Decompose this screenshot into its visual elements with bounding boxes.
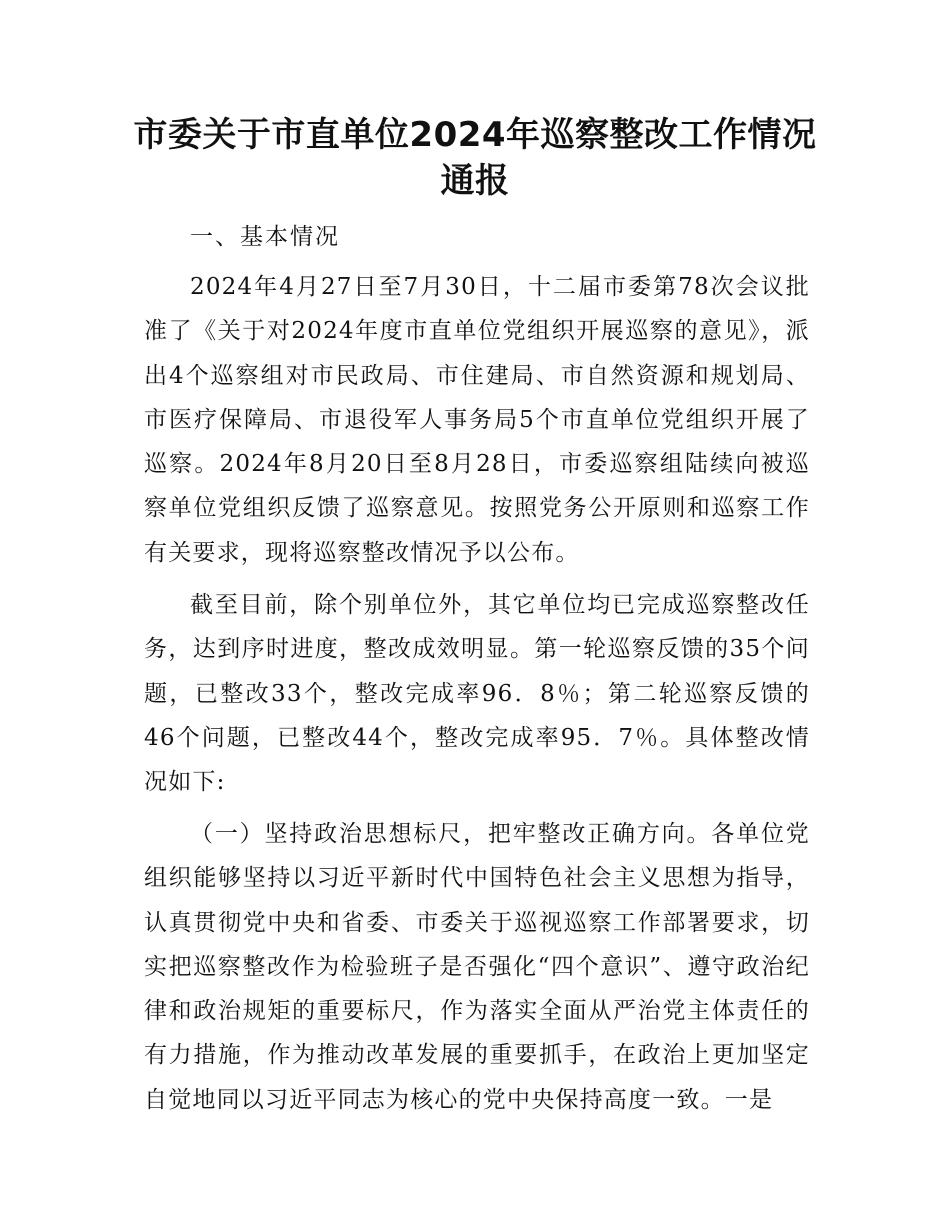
paragraph-political-standard: （一）坚持政治思想标尺，把牢整改正确方向。各单位党组织能够坚持以习近平新时代中国特色社会主义思想为指导，认真贯彻党中央和省委、市委关于巡视巡察工作部署要求，切实把巡察整改作为检验班子是否强化“四个意识”、遵守政治纪律和政治规矩的重要标尺，作为落实全面从严治党主体责任的有力措施，作为推动改革发展的重要抓手，在政治上更加坚定自觉地同以习近平同志为核心的党中央保持高度一致。一是: [144, 821, 810, 1113]
section-heading: 一、基本情况: [190, 224, 340, 250]
document-title: 市委关于市直单位2024年巡察整改工作情况通报: [133, 115, 817, 201]
paragraph-basic-situation: 2024年4月27日至7月30日，十二届市委第78次会议批准了《关于对2024年度市直单位党组织开展巡察的意见》，派出4个巡察组对市民政局、市住建局、市自然资源和规划局、市医疗保障局、市退役军人事务局5个市直单位党组织开展了巡察。2024年8月20日至8月28日，市委巡察组陆续向被巡察单位党组织反馈了巡察意见。按照党务公开原则和巡察工作有关要求，现将巡察整改情况予以公布。: [144, 274, 810, 566]
paragraph-rectification-progress: 截至目前，除个别单位外，其它单位均已完成巡察整改任务，达到序时进度，整改成效明显。第一轮巡察反馈的35个问题，已整改33个，整改完成率96．8％；第二轮巡察反馈的46个问题，已整改44个，整改完成率95．7％。具体整改情况如下:: [144, 592, 810, 796]
